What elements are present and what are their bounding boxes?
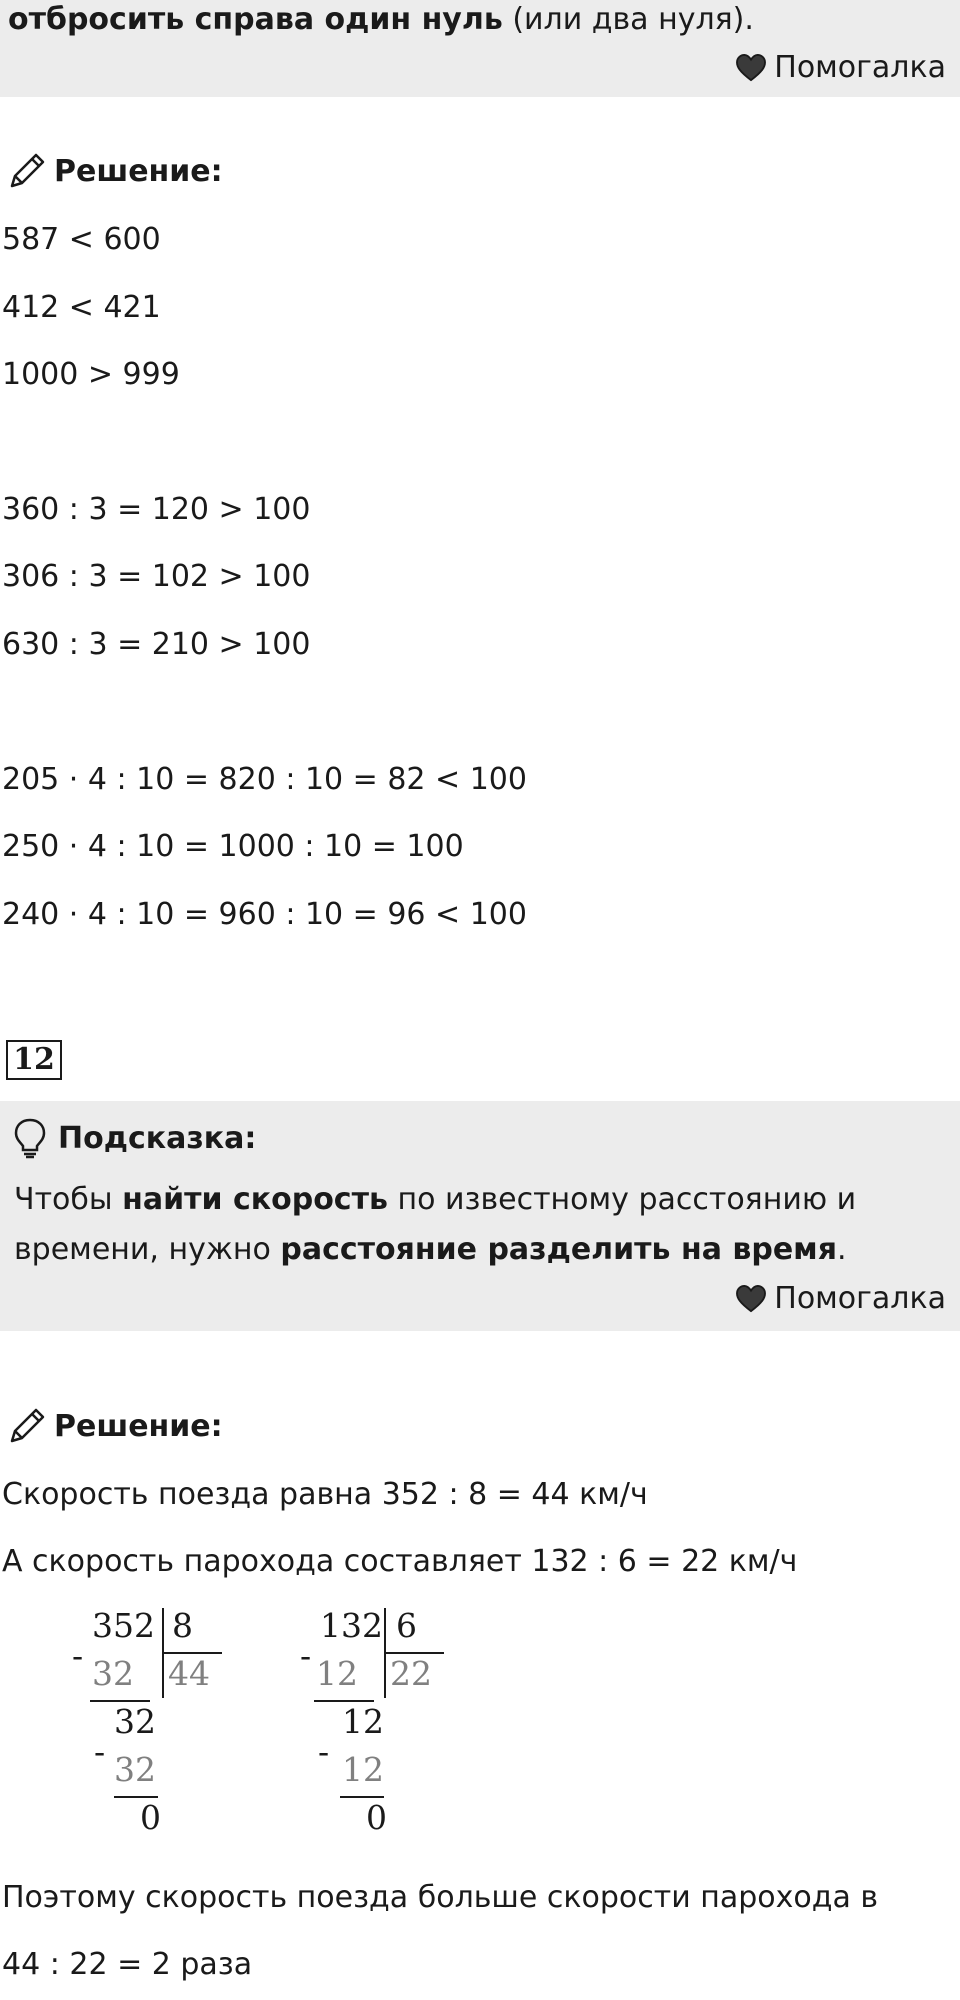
solution-line: Поэтому скорость поезда больше скорости парохода в <box>2 1880 879 1915</box>
division-result: 0 <box>366 1798 387 1837</box>
helper-link-label: Помогалка <box>774 1281 946 1316</box>
hint-text-bold: найти скорость <box>122 1182 388 1217</box>
solution-heading-label: Решение: <box>54 153 223 189</box>
division-minus: - <box>72 1636 84 1675</box>
top-hint-text <box>8 2 754 37</box>
solution-line: 44 : 22 = 2 раза <box>2 1947 253 1982</box>
solution-line: 412 < 421 <box>2 290 161 325</box>
solution-line: Скорость поезда равна 352 : 8 = 44 км/ч <box>2 1477 648 1512</box>
division-bar <box>162 1652 222 1654</box>
helper-link-label: Помогалка <box>774 50 946 85</box>
division-subtrahend: 32 <box>92 1654 134 1693</box>
division-minus: - <box>318 1732 330 1771</box>
division-remainder: 12 <box>342 1702 384 1741</box>
division-dividend: 352 <box>92 1606 155 1645</box>
solution-line: 250 · 4 : 10 = 1000 : 10 = 100 <box>2 829 464 864</box>
helper-link-top[interactable] <box>736 50 946 85</box>
division-bar <box>114 1796 158 1798</box>
division-bar <box>314 1700 374 1702</box>
hint-text: . <box>836 1232 847 1267</box>
hint-text: времени, нужно <box>14 1232 281 1267</box>
long-division-1 <box>72 1606 232 1846</box>
division-divisor: 8 <box>172 1606 193 1645</box>
pencil-icon <box>6 150 48 192</box>
division-subtrahend: 12 <box>342 1750 384 1789</box>
task-number: 12 <box>6 1040 62 1080</box>
hint-text: по известному расстоянию и <box>387 1182 857 1217</box>
division-bar <box>90 1700 150 1702</box>
top-hint-rest: (или два нуля). <box>502 2 754 37</box>
long-division-2 <box>300 1606 460 1846</box>
division-dividend: 132 <box>320 1606 383 1645</box>
solution-line: 306 : 3 = 102 > 100 <box>2 559 311 594</box>
division-minus: - <box>300 1636 312 1675</box>
division-result: 0 <box>140 1798 161 1837</box>
hint-text: Чтобы <box>14 1182 123 1217</box>
hint-text-bold: расстояние разделить на время <box>280 1232 837 1267</box>
solution-line: 587 < 600 <box>2 222 161 257</box>
division-remainder: 32 <box>114 1702 156 1741</box>
hint-title-label: Подсказка: <box>58 1120 257 1156</box>
division-divisor: 6 <box>396 1606 417 1645</box>
hint-paragraph-line-2 <box>14 1232 847 1267</box>
division-quotient: 44 <box>168 1654 210 1693</box>
division-quotient: 22 <box>390 1654 432 1693</box>
solution-heading-label: Решение: <box>54 1408 223 1444</box>
helper-link-hint[interactable] <box>736 1281 946 1316</box>
heart-icon <box>736 1285 766 1313</box>
solution-heading-1 <box>6 150 223 192</box>
solution-line: А скорость парохода составляет 132 : 6 = 22 км/ч <box>2 1544 798 1579</box>
hint-title <box>12 1117 256 1159</box>
solution-line: 630 : 3 = 210 > 100 <box>2 627 311 662</box>
top-hint-box <box>0 0 960 97</box>
division-subtrahend: 32 <box>114 1750 156 1789</box>
division-minus: - <box>94 1732 106 1771</box>
solution-line: 240 · 4 : 10 = 960 : 10 = 96 < 100 <box>2 897 527 932</box>
solution-line: 205 · 4 : 10 = 820 : 10 = 82 < 100 <box>2 762 527 797</box>
division-subtrahend: 12 <box>316 1654 358 1693</box>
heart-icon <box>736 54 766 82</box>
solution-heading-2 <box>6 1405 223 1447</box>
solution-line: 360 : 3 = 120 > 100 <box>2 492 311 527</box>
division-bar <box>340 1796 384 1798</box>
lightbulb-icon <box>12 1117 48 1159</box>
hint-box <box>0 1101 960 1331</box>
division-bar <box>384 1652 444 1654</box>
hint-paragraph-line-1 <box>14 1182 856 1217</box>
solution-line: 1000 > 999 <box>2 357 180 392</box>
top-hint-bold: отбросить справа один нуль <box>8 2 503 37</box>
pencil-icon <box>6 1405 48 1447</box>
